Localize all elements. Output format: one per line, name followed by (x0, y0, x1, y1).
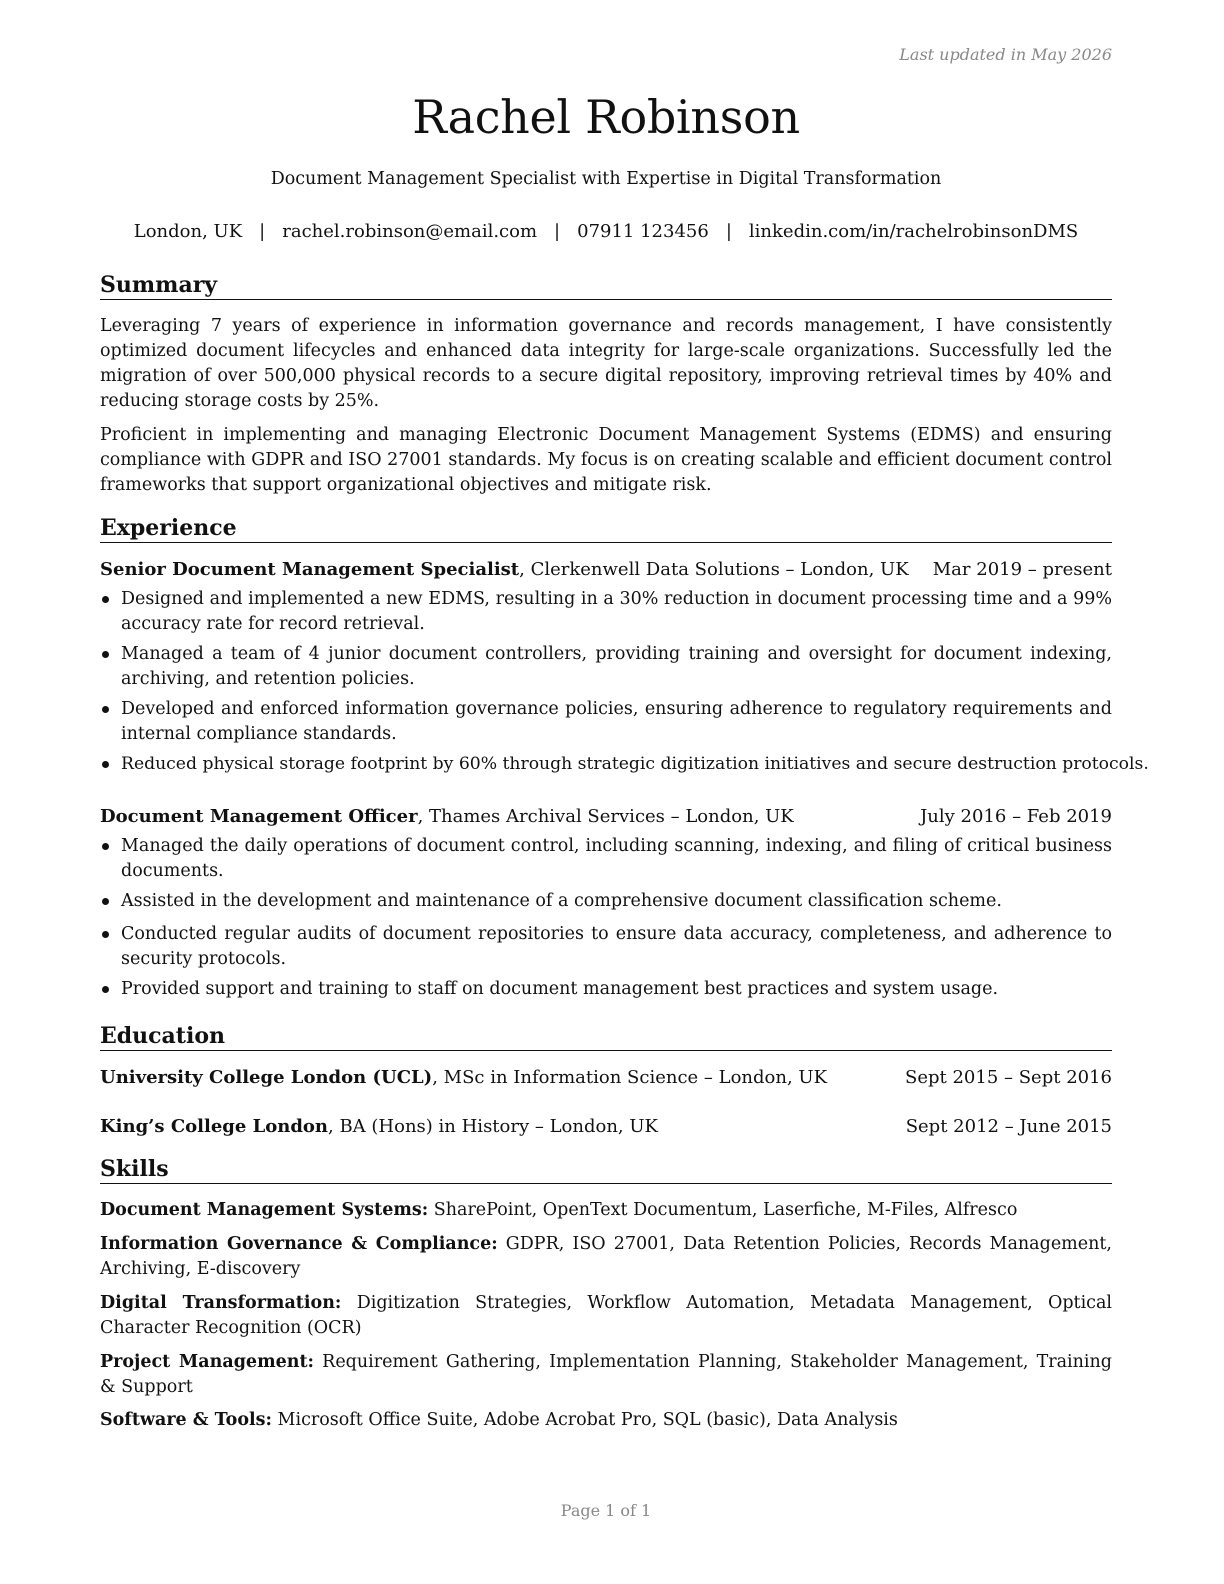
list-item: Provided support and training to staff on document management best practices and system usage. (100, 977, 1112, 1002)
skill-value: SharePoint, OpenText Documentum, Laserfiche, M-Files, Alfresco (428, 1200, 1018, 1220)
job-dates: July 2016 – Feb 2019 (920, 806, 1112, 827)
section-title-education: Education (100, 1022, 1112, 1051)
job-bullets (100, 587, 1149, 777)
job-bullets (100, 834, 1112, 1002)
education-detail: , BA (Hons) in History – London, UK (328, 1116, 658, 1137)
skill-value: Requirement Gathering, Implementation Planning, Stakeholder Management, Training & Support (100, 1352, 1112, 1397)
contact-separator: | (554, 221, 561, 242)
section-title-experience: Experience (100, 514, 1112, 543)
section-title-summary: Summary (100, 271, 1112, 300)
skill-line (100, 1291, 1112, 1341)
list-item: Designed and implemented a new EDMS, resulting in a 30% reduction in document processing time and a 99% accuracy rate for record retrieval. (100, 587, 1112, 637)
contact-separator: | (259, 221, 266, 242)
skill-line (100, 1198, 1112, 1223)
education-entry (100, 1115, 1112, 1139)
bullet-icon (102, 761, 109, 768)
skill-label: Document Management Systems: (100, 1200, 429, 1220)
list-item: Developed and enforced information governance policies, ensuring adherence to regulatory requirements and internal compliance standards. (100, 697, 1112, 747)
bullet-icon (102, 651, 109, 658)
bullet-icon (102, 596, 109, 603)
education-school: University College London (UCL) (100, 1067, 433, 1088)
contact-phone[interactable]: 07911 123456 (577, 221, 709, 242)
job-header (100, 805, 1112, 829)
contact-line (100, 220, 1112, 244)
contact-location: London, UK (133, 221, 243, 242)
education-detail: , MSc in Information Science – London, UK (432, 1067, 828, 1088)
skill-value: Digitization Strategies, Workflow Automation, Metadata Management, Optical Character Recognition (OCR) (100, 1293, 1112, 1338)
candidate-tagline: Document Management Specialist with Expertise in Digital Transformation (270, 169, 942, 189)
education-dates: Sept 2012 – June 2015 (905, 1116, 1112, 1137)
resume-page (100, 0, 1149, 1584)
summary-paragraph: Proficient in implementing and managing Electronic Document Management Systems (EDMS) and ensuring compliance with GDPR and ISO 27001 standards. My focus is on creating scalable and efficient document control frameworks that support organizational objectives and mitigate risk. (100, 425, 1112, 495)
skill-label: Software & Tools: (100, 1410, 272, 1430)
skill-label: Digital Transformation: (100, 1293, 342, 1313)
contact-linkedin[interactable]: linkedin.com/in/rachelrobinsonDMS (748, 221, 1079, 242)
list-item: Conducted regular audits of document repositories to ensure data accuracy, completeness, and adherence to security protocols. (100, 922, 1112, 972)
job-role: Document Management Officer (100, 806, 418, 827)
list-item: Reduced physical storage footprint by 60% through strategic digitization initiatives and secure destruction protocols. (100, 752, 1112, 777)
skill-line (100, 1408, 1112, 1433)
education-school: King’s College London (100, 1116, 329, 1137)
job-header (100, 558, 1112, 582)
bullet-icon (102, 986, 109, 993)
last-updated-note: Last updated in May 2026 (899, 45, 1112, 64)
skill-label: Information Governance & Compliance: (100, 1234, 498, 1254)
bullet-icon (102, 706, 109, 713)
list-item: Assisted in the development and maintenance of a comprehensive document classification scheme. (100, 889, 1112, 914)
skill-value: GDPR, ISO 27001, Data Retention Policies, Records Management, Archiving, E-discovery (100, 1234, 1112, 1279)
page-number: Page 1 of 1 (560, 1501, 652, 1520)
section-title-skills: Skills (100, 1155, 1112, 1184)
job-role: Senior Document Management Specialist (100, 559, 520, 580)
skill-value: Microsoft Office Suite, Adobe Acrobat Pro, SQL (basic), Data Analysis (271, 1410, 898, 1430)
job-company: , Thames Archival Services – London, UK (417, 806, 794, 827)
skill-line (100, 1350, 1112, 1400)
summary-paragraph: Leveraging 7 years of experience in information governance and records management, I have consistently optimized document lifecycles and enhanced data integrity for large-scale organizations. Successfully led the migration of over 500,000 physical records to a secure digital repository, improving retrieval times by 40% and reducing storage costs by 25%. (100, 316, 1112, 411)
bullet-icon (102, 931, 109, 938)
education-entry (100, 1066, 1112, 1090)
contact-separator: | (725, 221, 732, 242)
education-dates: Sept 2015 – Sept 2016 (905, 1067, 1112, 1088)
bullet-icon (102, 898, 109, 905)
job-company: , Clerkenwell Data Solutions – London, UK (519, 559, 909, 580)
job-dates: Mar 2019 – present (932, 559, 1112, 580)
candidate-name: Rachel Robinson (412, 90, 800, 144)
list-item: Managed a team of 4 junior document controllers, providing training and oversight for document indexing, archiving, and retention policies. (100, 642, 1112, 692)
contact-email[interactable]: rachel.robinson@email.com (282, 221, 538, 242)
skill-label: Project Management: (100, 1352, 314, 1372)
list-item: Managed the daily operations of document control, including scanning, indexing, and filing of critical business documents. (100, 834, 1112, 884)
bullet-icon (102, 843, 109, 850)
skill-line (100, 1232, 1112, 1282)
